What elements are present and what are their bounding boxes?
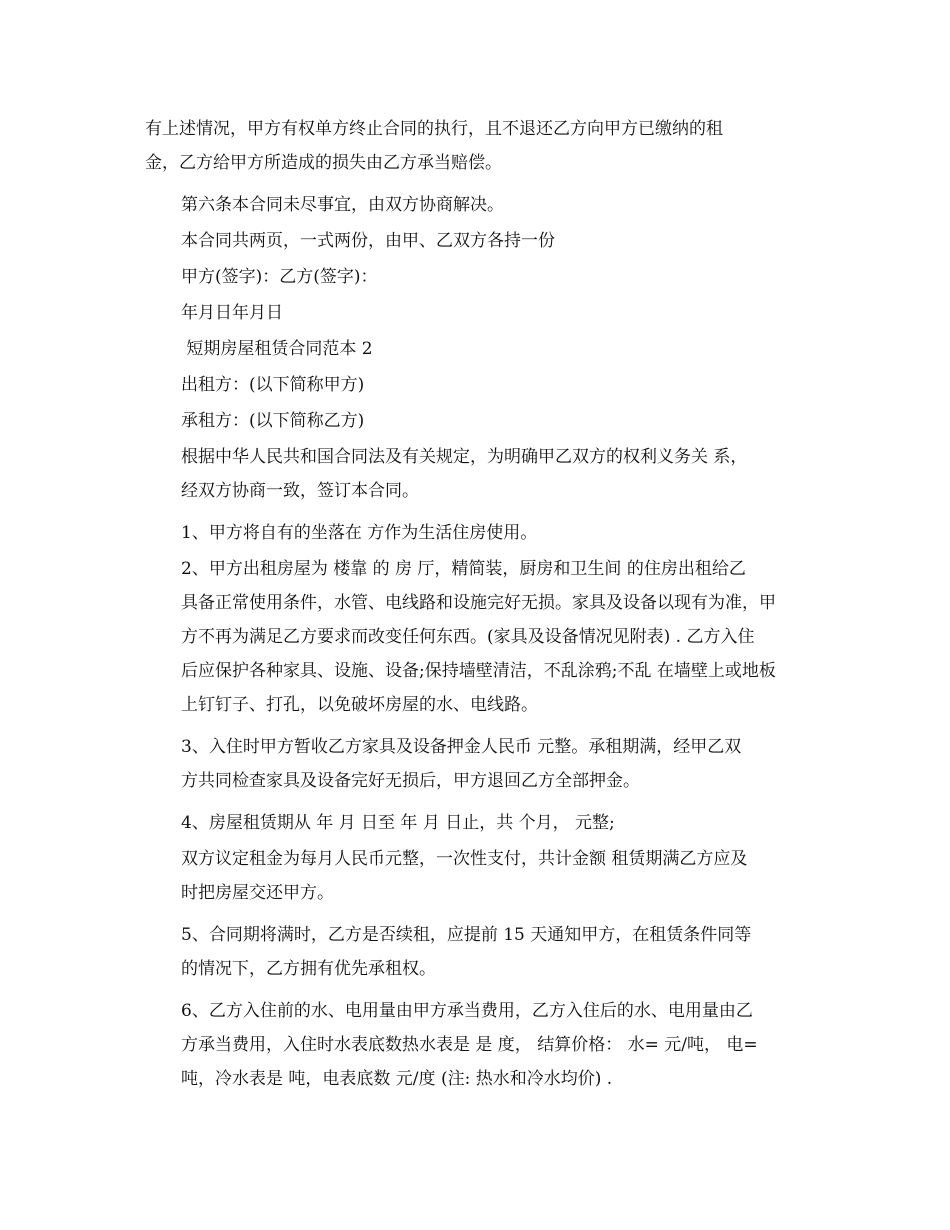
text-line: 甲方(签字)：乙方(签字)： [181, 267, 378, 287]
text-line: 根据中华人民共和国合同法及有关规定，为明确甲乙双方的权利义务关 系， [181, 447, 748, 467]
text-line: 有上述情况，甲方有权单方终止合同的执行，且不退还乙方向甲方已缴纳的租 [145, 119, 723, 139]
text-line: 6、乙方入住前的水、电用量由甲方承当费用，乙方入住后的水、电用量由乙 [181, 1001, 753, 1021]
text-line: 2、甲方出租房屋为 楼靠 的 房 厅，精简装，厨房和卫生间 的住房出租给乙 [181, 559, 746, 579]
paragraph [145, 188, 805, 222]
paragraph [145, 842, 805, 910]
paragraph [145, 332, 805, 366]
text-line: 上钉钉子、打孔，以免破坏房屋的水、电线路。 [181, 695, 538, 715]
text-line: 短期房屋租赁合同范本 2 [181, 339, 373, 359]
text-line: 方不再为满足乙方要求而改变任何东西。(家具及设备情况见附表) . 乙方入住 [181, 627, 755, 647]
paragraph [145, 516, 805, 550]
text-line: 3、入住时甲方暂收乙方家具及设备押金人民币 元整。承租期满，经甲乙双 [181, 737, 742, 757]
paragraph [145, 730, 805, 798]
text-line: 1、甲方将自有的坐落在 方作为生活住房使用。 [181, 523, 538, 543]
paragraph [145, 552, 805, 722]
text-line: 5、合同期将满时，乙方是否续租，应提前 15 天通知甲方，在租赁条件同等 [181, 925, 752, 945]
text-line: 金，乙方给甲方所造成的损失由乙方承当赔偿。 [145, 153, 502, 173]
paragraph [145, 440, 805, 508]
paragraph [145, 918, 805, 986]
text-line: 吨，冷水表是 吨，电表底数 元/度 (注: 热水和冷水均价) . [181, 1069, 613, 1089]
paragraph [145, 112, 805, 180]
text-line: 4、房屋租赁期从 年 月 日至 年 月 日止，共 个月， 元整; [181, 813, 615, 833]
text-line: 双方议定租金为每月人民币元整，一次性支付，共计金额 租赁期满乙方应及 [181, 849, 748, 869]
text-line: 第六条本合同未尽事宜，由双方协商解决。 [181, 195, 504, 215]
paragraph [145, 296, 805, 330]
paragraph [145, 404, 805, 438]
document-body [145, 112, 805, 1104]
text-line: 时把房屋交还甲方。 [181, 883, 334, 903]
paragraph [145, 368, 805, 402]
text-line: 方共同检查家具及设备完好无损后，甲方退回乙方全部押金。 [181, 771, 640, 791]
text-line: 经双方协商一致，签订本合同。 [181, 481, 419, 501]
text-line: 具备正常使用条件，水管、电线路和设施完好无损。家具及设备以现有为准，甲 [181, 593, 776, 613]
text-line: 方承当费用，入住时水表底数热水表是 是 度， 结算价格： 水= 元/吨， 电= [181, 1035, 758, 1055]
paragraph [145, 994, 805, 1096]
text-line: 本合同共两页，一式两份，由甲、乙双方各持一份 [181, 231, 555, 251]
paragraph [145, 806, 805, 840]
text-line: 年月日年月日 [181, 303, 283, 323]
text-line: 出租方：(以下简称甲方) [181, 375, 365, 395]
text-line: 的情况下，乙方拥有优先承租权。 [181, 959, 436, 979]
paragraph [145, 260, 805, 294]
text-line: 承租方：(以下简称乙方) [181, 411, 365, 431]
paragraph [145, 224, 805, 258]
text-line: 后应保护各种家具、设施、设备;保持墙壁清洁，不乱涂鸦;不乱 在墙壁上或地板 [181, 661, 776, 681]
